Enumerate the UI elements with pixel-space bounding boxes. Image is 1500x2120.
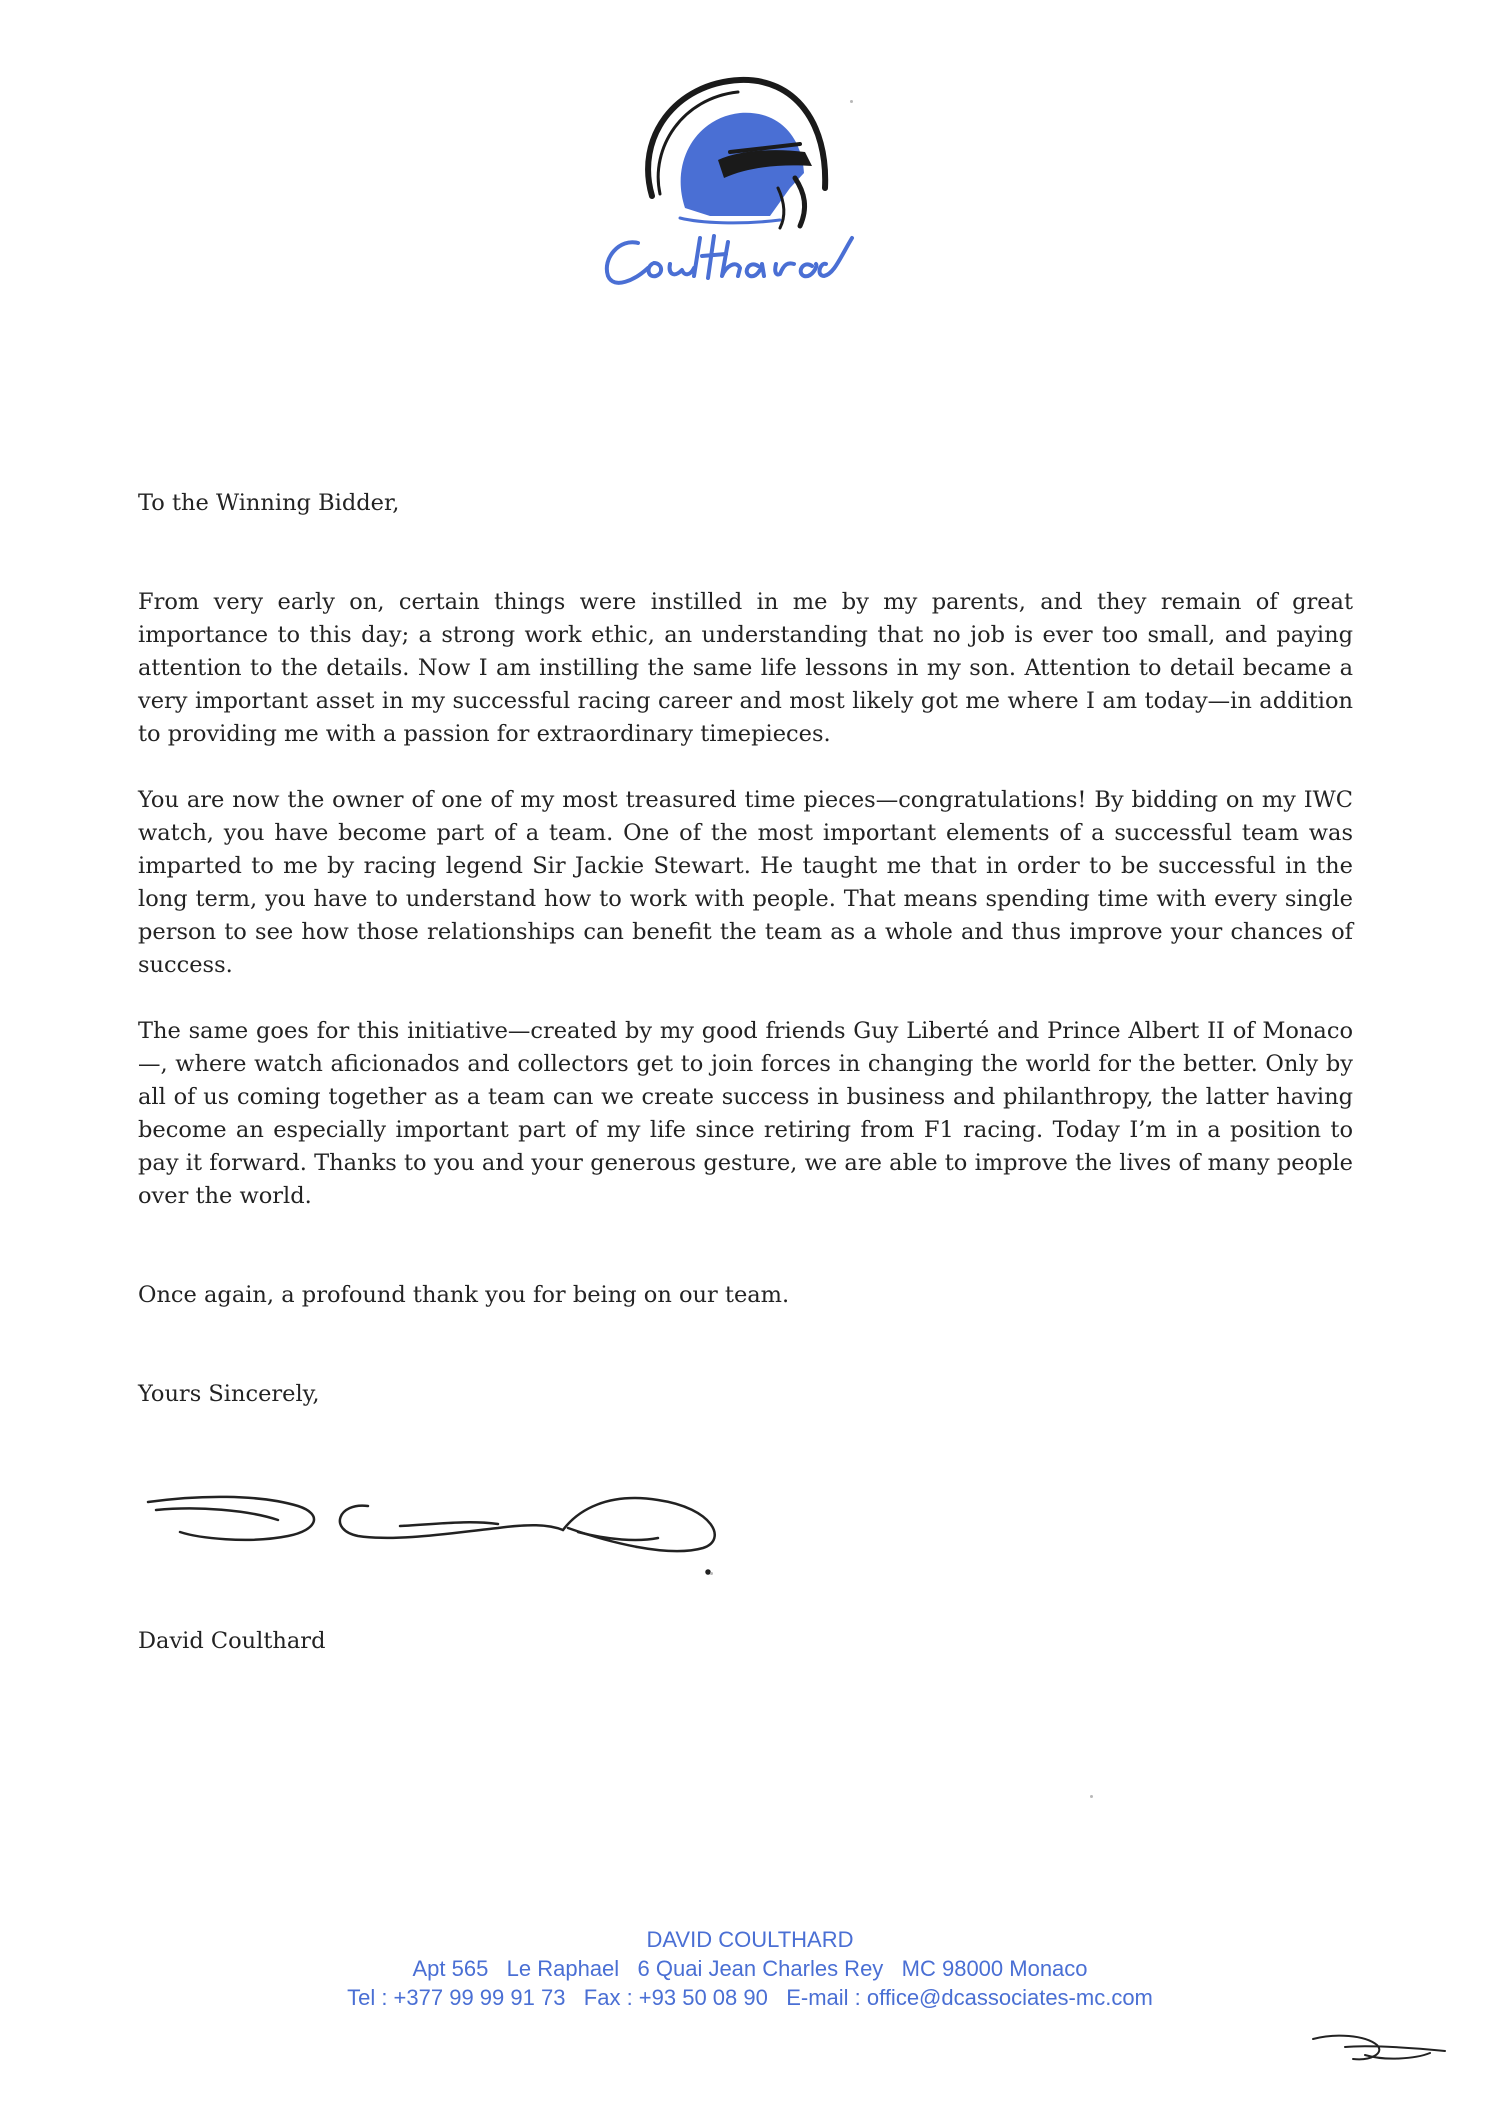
salutation: To the Winning Bidder,	[138, 490, 400, 516]
handwritten-initials	[1305, 2025, 1455, 2075]
handwritten-signature	[138, 1480, 718, 1580]
paragraph-2: You are now the owner of one of my most treasured time pieces—congratulations! By bidding on my IWC watch, you have become part of a team. One of the most important elements of a successful team was imparted to me by racing legend Sir Jackie Stewart. He taught me that in order to be successful in the long term, you have to understand how to work with people. That means spending time with every single person to see how those relationships can benefit the team as a whole and thus improve your chances of success.	[138, 787, 1353, 978]
footer-name: DAVID COULTHARD	[646, 1927, 854, 1952]
signer-name: David Coulthard	[138, 1628, 326, 1654]
coulthard-wordmark	[607, 236, 852, 283]
coulthard-logo	[590, 68, 890, 298]
helmet-icon	[648, 80, 825, 228]
paragraph-1: From very early on, certain things were instilled in me by my parents, and they remain of great importance to this day; a strong work ethic, an understanding that no job is ever too small, and paying attention to the details. Now I am instilling the same life lessons in my son. Attention to detail became a very important asset in my successful racing career and most likely got me where I am today—in addition to providing me with a passion for extraordinary timepieces.	[138, 589, 1353, 747]
letter-body	[138, 487, 1353, 1411]
letterhead-footer	[0, 1925, 1500, 2012]
closing: Yours Sincerely,	[138, 1381, 320, 1407]
paragraph-3: The same goes for this initiative—created by my good friends Guy Liberté and Prince Albert II of Monaco—, where watch aficionados and collectors get to join forces in changing the world for the better. Only by all of us coming together as a team can we create success in business and philanthropy, the latter having become an especially important part of my life since retiring from F1 racing. Today I’m in a position to pay it forward. Thanks to you and your generous gesture, we are able to improve the lives of many people over the world.	[138, 1018, 1353, 1209]
thanks-line: Once again, a profound thank you for being on our team.	[138, 1282, 790, 1308]
scan-speck	[1090, 1795, 1093, 1798]
scan-speck	[850, 100, 853, 103]
footer-address: Apt 565 Le Raphael 6 Quai Jean Charles Rey MC 98000 Monaco	[412, 1956, 1088, 1981]
footer-contact: Tel : +377 99 99 91 73 Fax : +93 50 08 90 E-mail : office@dcassociates-mc.com	[347, 1985, 1153, 2010]
scan-speck	[710, 1572, 713, 1575]
